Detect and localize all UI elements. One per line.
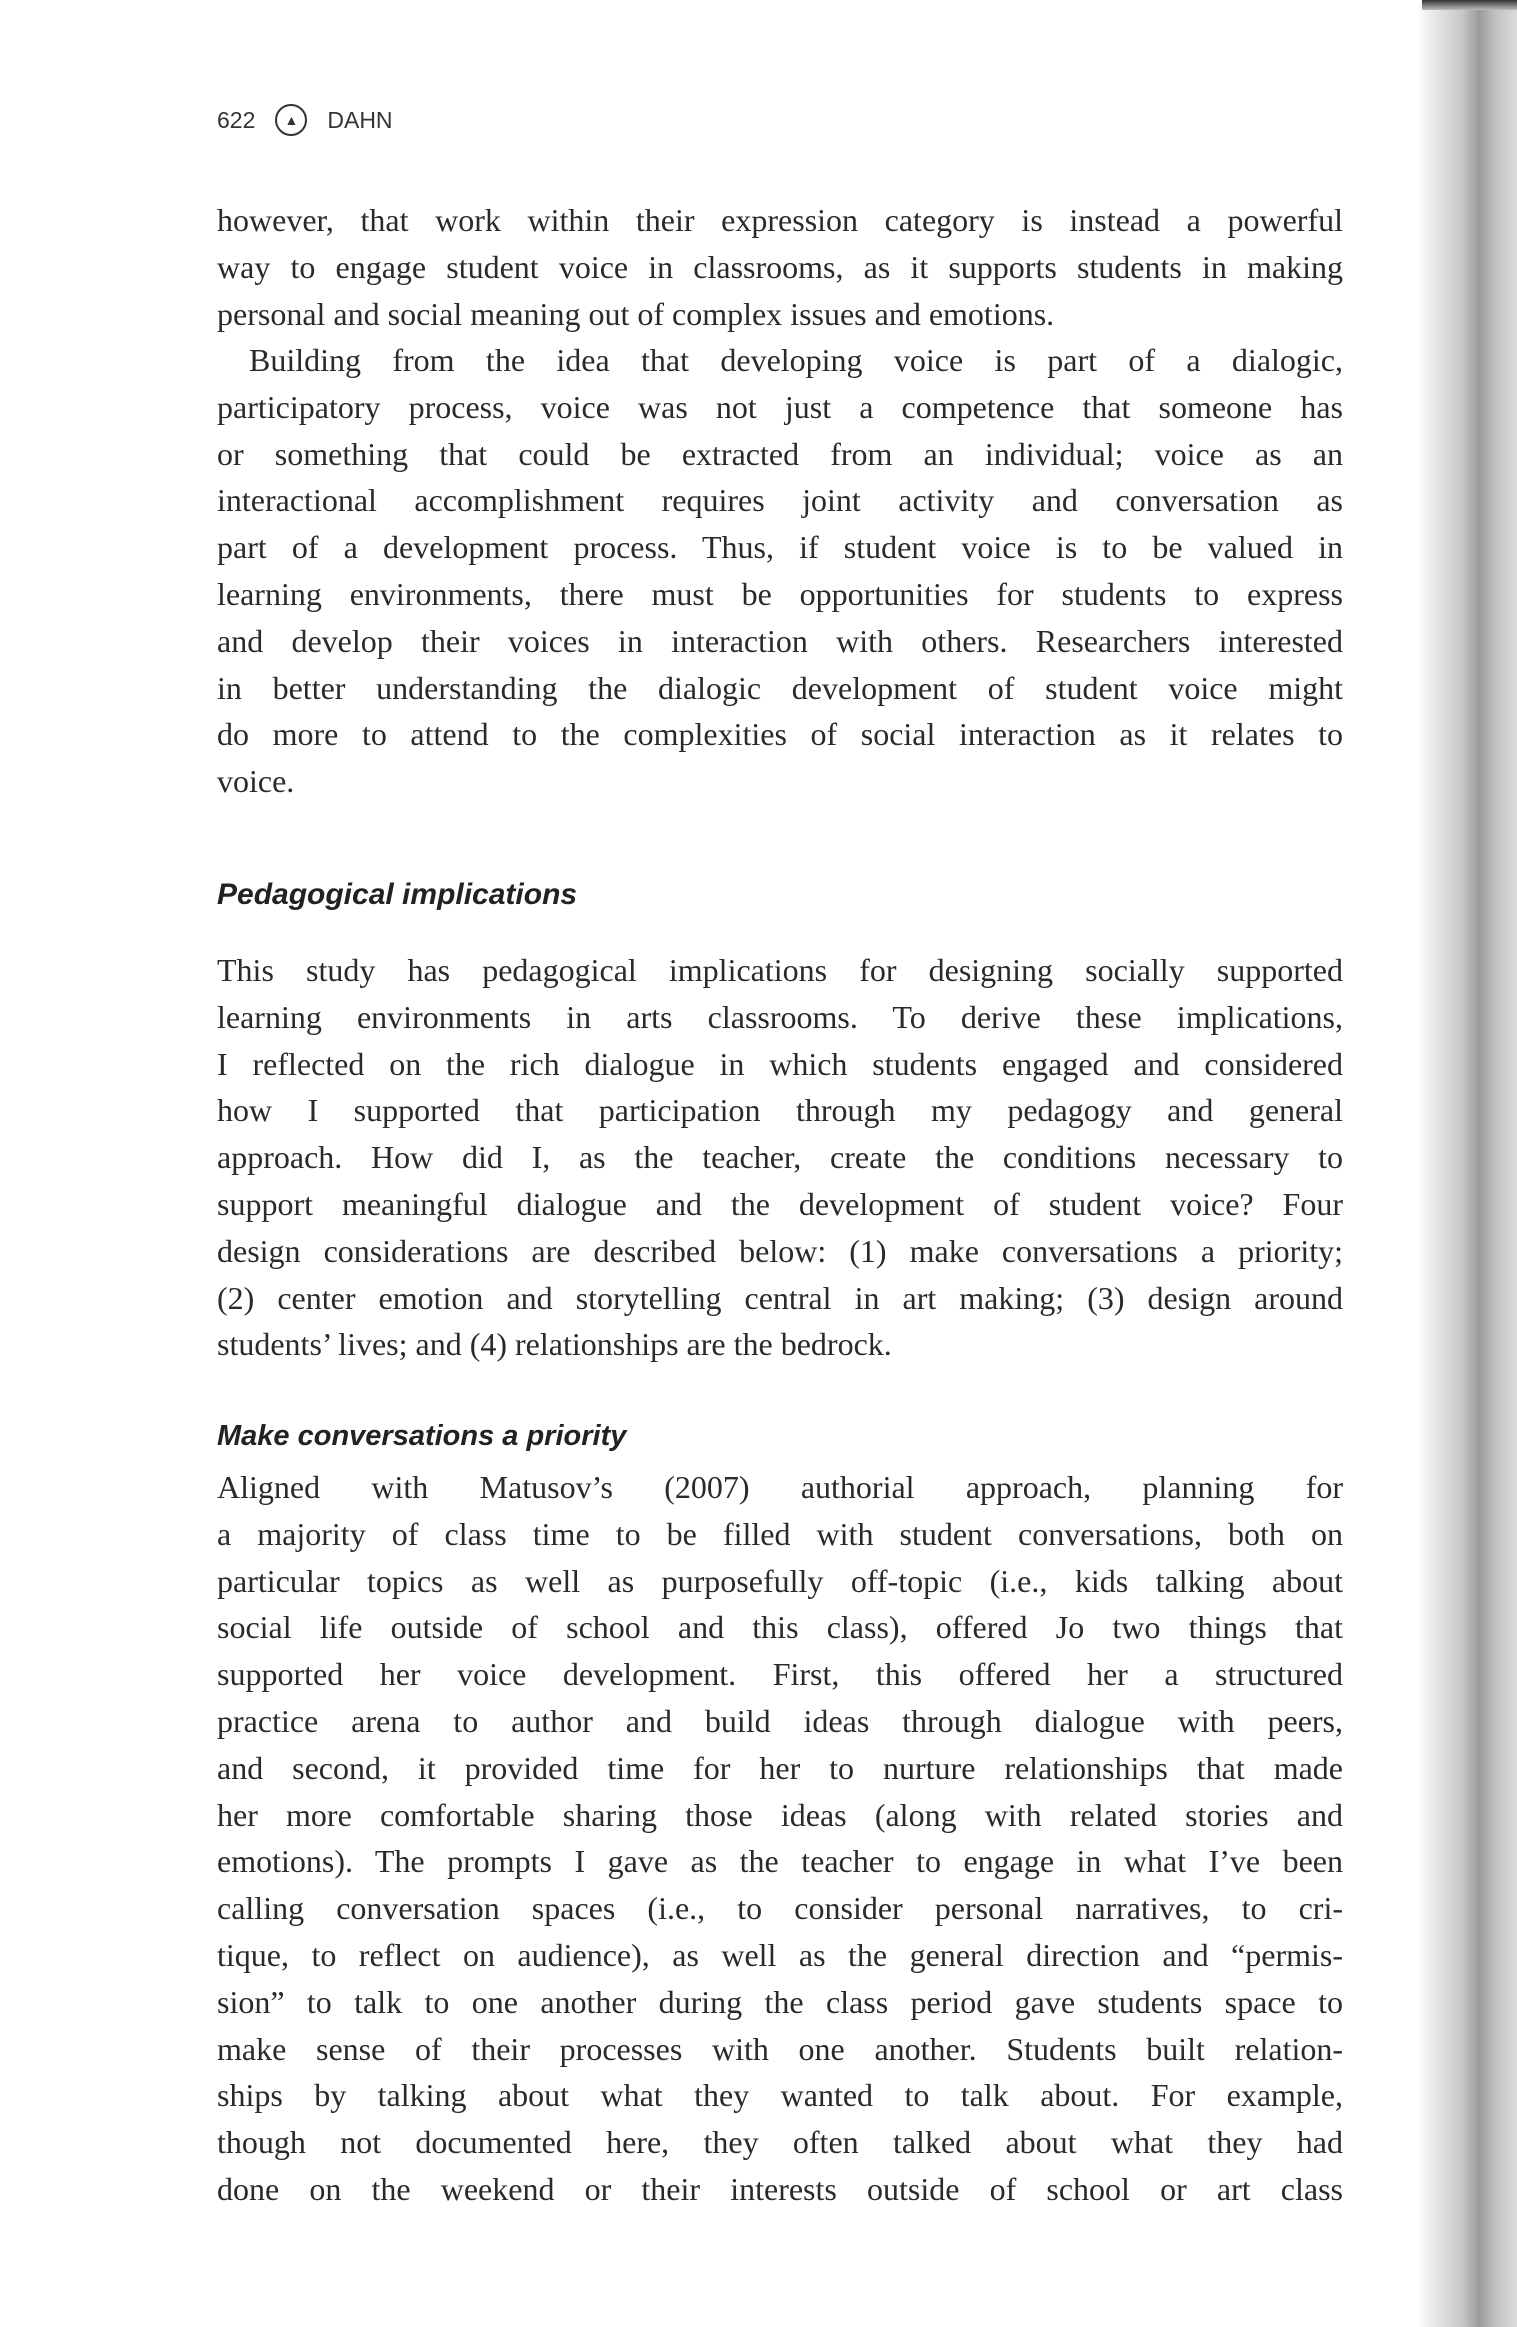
text-line: design considerations are described below: (1) make conversations a priority;: [217, 1232, 1343, 1269]
text-line: particular topics as well as purposefully off-topic (i.e., kids talking about: [217, 1562, 1343, 1599]
text-line: done on the weekend or their interests outside of school or art class: [217, 2170, 1343, 2207]
subsection-heading: Make conversations a priority: [217, 1420, 627, 1452]
publisher-lamp-icon: ▲: [275, 104, 307, 136]
paragraph: [217, 337, 1343, 805]
text-line: social life outside of school and this class), offered Jo two things that: [217, 1609, 1343, 1646]
text-line: practice arena to author and build ideas through dialogue with peers,: [217, 1702, 1343, 1739]
text-line: however, that work within their expression category is instead a powerful: [217, 202, 1343, 238]
text-line: personal and social meaning out of complex issues and emotions.: [217, 295, 1055, 332]
text-line: students’ lives; and (4) relationships are the bedrock.: [217, 1326, 892, 1363]
paragraph: [217, 947, 1343, 1368]
text-line: sion” to talk to one another during the class period gave students space to: [217, 1983, 1343, 2020]
text-line: (2) center emotion and storytelling central in art making; (3) design around: [217, 1279, 1343, 1316]
text-line: her more comfortable sharing those ideas (along with related stories and: [217, 1796, 1343, 1833]
text-line: This study has pedagogical implications for designing socially supported: [217, 952, 1343, 988]
text-line: interactional accomplishment requires joint activity and conversation as: [217, 482, 1343, 519]
text-line: way to engage student voice in classrooms, as it supports students in making: [217, 248, 1343, 285]
page-gutter-shadow: [1417, 0, 1517, 2327]
running-header: [217, 104, 393, 136]
text-line: participatory process, voice was not just a competence that someone has: [217, 388, 1343, 425]
text-line: supported her voice development. First, this offered her a structured: [217, 1656, 1343, 1693]
section-heading: Pedagogical implications: [217, 878, 578, 911]
text-line: part of a development process. Thus, if student voice is to be valued in: [217, 529, 1343, 566]
text-line: Aligned with Matusov’s (2007) authorial approach, planning for: [217, 1469, 1343, 1505]
text-line: learning environments in arts classrooms. To derive these implications,: [217, 998, 1343, 1035]
running-author: DAHN: [327, 106, 393, 133]
text-line: ships by talking about what they wanted to talk about. For example,: [217, 2077, 1343, 2114]
text-line: or something that could be extracted from an individual; voice as an: [217, 435, 1343, 472]
text-line: though not documented here, they often talked about what they had: [217, 2124, 1343, 2161]
text-line: voice.: [217, 763, 295, 800]
text-line: and develop their voices in interaction with others. Researchers interested: [217, 622, 1343, 659]
text-line: in better understanding the dialogic development of student voice might: [217, 669, 1343, 706]
paragraph: [217, 197, 1343, 337]
text-line: I reflected on the rich dialogue in which students engaged and considered: [217, 1045, 1343, 1082]
text-line: approach. How did I, as the teacher, create the conditions necessary to: [217, 1139, 1343, 1176]
text-line: learning environments, there must be opportunities for students to express: [217, 575, 1343, 612]
paragraph: [217, 1464, 1343, 2213]
page-number: 622: [217, 106, 256, 133]
text-line: tique, to reflect on audience), as well as the general direction and “permis-: [217, 1936, 1343, 1973]
text-line: how I supported that participation through my pedagogy and general: [217, 1092, 1343, 1129]
text-line: calling conversation spaces (i.e., to consider personal narratives, to cri-: [217, 1890, 1343, 1927]
text-line: make sense of their processes with one another. Students built relation-: [217, 2030, 1343, 2067]
text-line: Building from the idea that developing voice is part of a dialogic,: [249, 342, 1343, 378]
text-line: emotions). The prompts I gave as the teacher to engage in what I’ve been: [217, 1843, 1343, 1880]
text-line: and second, it provided time for her to nurture relationships that made: [217, 1749, 1343, 1786]
text-line: do more to attend to the complexities of social interaction as it relates to: [217, 716, 1343, 753]
text-line: a majority of class time to be filled with student conversations, both on: [217, 1515, 1343, 1552]
page-edge: [1422, 0, 1517, 10]
text-line: support meaningful dialogue and the development of student voice? Four: [217, 1185, 1343, 1222]
